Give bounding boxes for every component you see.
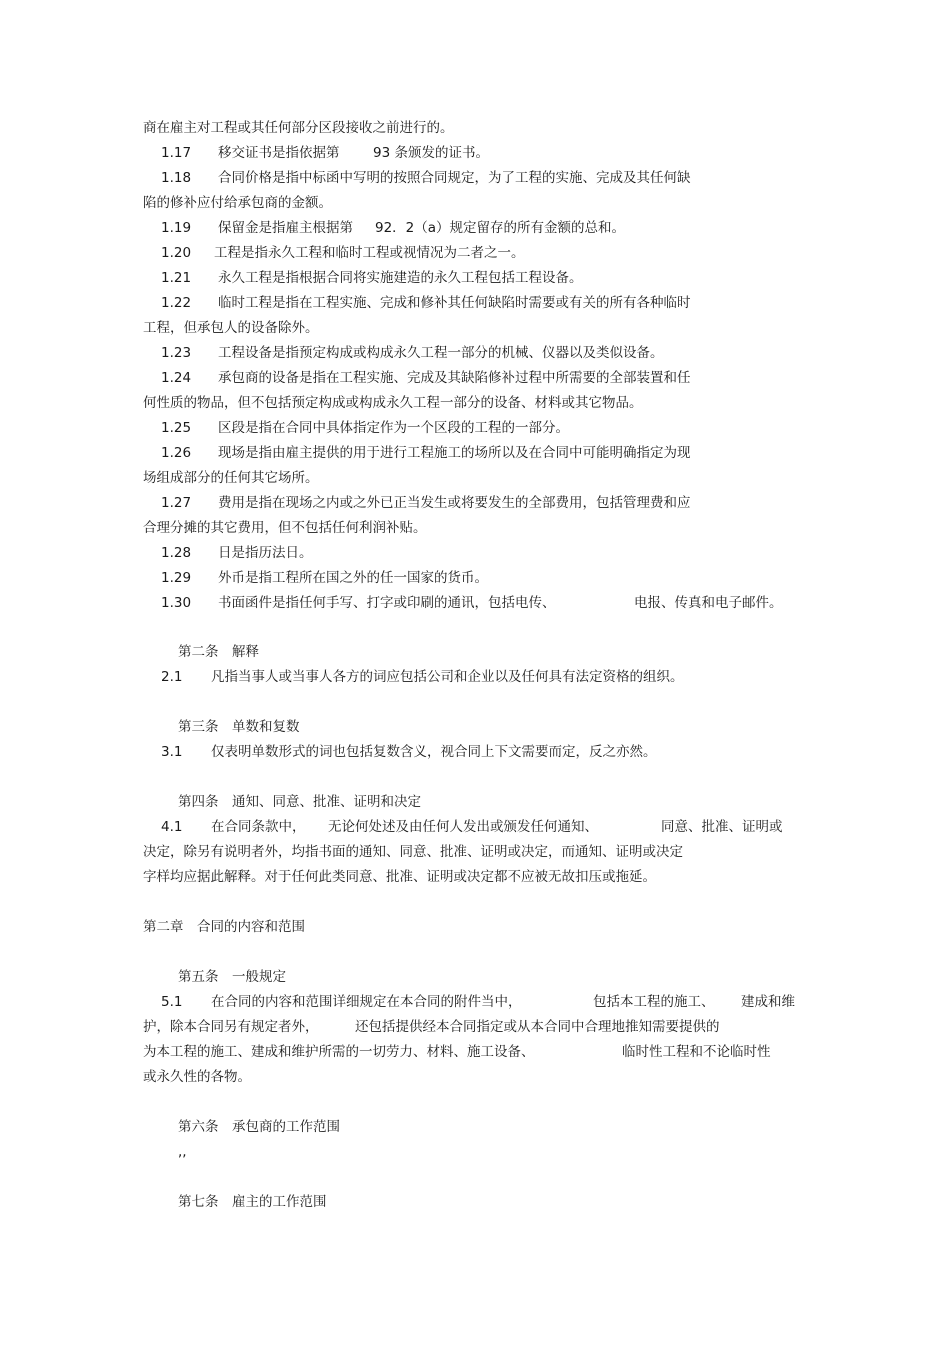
- body-text: 临时工程是指在工程实施、完成和修补其任何缺陷时需要或有关的所有各种临时: [218, 295, 691, 311]
- clause-number: 1.29: [161, 570, 192, 586]
- body-text: 何性质的物品，但不包括预定构成或构成永久工程一部分的设备、材料或其它物品。: [143, 395, 643, 411]
- body-text: 合理分摊的其它费用，但不包括任何利润补贴。: [143, 520, 427, 536]
- body-text: 费用是指在现场之内或之外已正当发生或将要发生的全部费用，包括管理费和应: [218, 495, 691, 511]
- body-text: 书面函件是指任何手写、打字或印刷的通讯，包括电传、: [218, 595, 556, 611]
- body-text: 临时性工程和不论临时性: [622, 1044, 771, 1060]
- body-text: 工程是指永久工程和临时工程或视情况为二者之一。: [214, 245, 525, 261]
- body-text: 承包商的设备是指在工程实施、完成及其缺陷修补过程中所需要的全部装置和任: [218, 370, 691, 386]
- body-text: 同意、批准、证明或: [661, 819, 783, 835]
- body-text: 护，除本合同另有规定者外，: [143, 1019, 319, 1035]
- body-text: 凡指当事人或当事人各方的词应包括公司和企业以及任何具有法定资格的组织。: [211, 669, 684, 685]
- body-text: 商在雇主对工程或其任何部分区段接收之前进行的。: [143, 120, 454, 136]
- body-text: 移交证书是指依据第: [218, 145, 340, 161]
- clause-number: 2.1: [161, 669, 183, 685]
- clause-number: 1.24: [161, 370, 192, 386]
- body-text: 永久工程是指根据合同将实施建造的永久工程包括工程设备。: [218, 270, 583, 286]
- article-heading: 第六条 承包商的工作范围: [178, 1119, 340, 1135]
- body-text: 或永久性的各物。: [143, 1069, 251, 1085]
- article-heading: 第三条 单数和复数: [178, 719, 300, 735]
- body-text: 在合同条款中，: [211, 819, 306, 835]
- body-text: 合同价格是指中标函中写明的按照合同规定，为了工程的实施、完成及其任何缺: [218, 170, 691, 186]
- body-text: 工程，但承包人的设备除外。: [143, 320, 319, 336]
- clause-number: 1.19: [161, 220, 192, 236]
- body-text: 现场是指由雇主提供的用于进行工程施工的场所以及在合同中可能明确指定为现: [218, 445, 691, 461]
- body-text: 为本工程的施工、建成和维护所需的一切劳力、材料、施工设备、: [143, 1044, 535, 1060]
- body-text: 区段是指在合同中具体指定作为一个区段的工程的一部分。: [218, 420, 569, 436]
- body-text: 场组成部分的任何其它场所。: [143, 470, 319, 486]
- article-heading: 第二条 解释: [178, 644, 259, 660]
- clause-number: 1.27: [161, 495, 192, 511]
- body-text: 外币是指工程所在国之外的任一国家的货币。: [218, 570, 488, 586]
- body-text: 还包括提供经本合同指定或从本合同中合理地推知需要提供的: [355, 1019, 720, 1035]
- body-text: 在合同的内容和范围详细规定在本合同的附件当中，: [211, 994, 522, 1010]
- clause-number: 1.26: [161, 445, 192, 461]
- chapter-heading: 第二章 合同的内容和范围: [143, 919, 305, 935]
- clause-number: 1.25: [161, 420, 192, 436]
- clause-number: 1.23: [161, 345, 192, 361]
- body-text: 建成和维: [741, 994, 795, 1010]
- body-text: 保留金是指雇主根据第: [218, 220, 353, 236]
- clause-number: 1.22: [161, 295, 192, 311]
- body-text: 92．2（a）规定留存的所有金额的总和。: [375, 220, 626, 236]
- clause-number: 1.30: [161, 595, 192, 611]
- body-text: 字样均应据此解释。对于任何此类同意、批准、证明或决定都不应被无故扣压或拖延。: [143, 869, 656, 885]
- article-heading: 第七条 雇主的工作范围: [178, 1194, 327, 1210]
- article-heading: 第五条 一般规定: [178, 969, 286, 985]
- clause-number: 1.21: [161, 270, 192, 286]
- article-heading: 第四条 通知、同意、批准、证明和决定: [178, 794, 421, 810]
- body-text: 无论何处述及由任何人发出或颁发任何通知、: [328, 819, 598, 835]
- ellipsis-mark: ,,: [178, 1144, 187, 1160]
- body-text: 电报、传真和电子邮件。: [634, 595, 783, 611]
- clause-number: 1.20: [161, 245, 192, 261]
- body-text: 日是指历法日。: [218, 545, 313, 561]
- body-text: 仅表明单数形式的词也包括复数含义，视合同上下文需要而定，反之亦然。: [211, 744, 657, 760]
- clause-number: 1.17: [161, 145, 192, 161]
- body-text: 决定，除另有说明者外，均指书面的通知、同意、批准、证明或决定，而通知、证明或决定: [143, 844, 683, 860]
- body-text: 包括本工程的施工、: [593, 994, 715, 1010]
- clause-number: 1.28: [161, 545, 192, 561]
- clause-number: 5.1: [161, 994, 183, 1010]
- body-text: 工程设备是指预定构成或构成永久工程一部分的机械、仪器以及类似设备。: [218, 345, 664, 361]
- body-text: 陷的修补应付给承包商的金额。: [143, 195, 332, 211]
- body-text: 93 条颁发的证书。: [373, 145, 489, 161]
- clause-number: 3.1: [161, 744, 183, 760]
- clause-number: 4.1: [161, 819, 183, 835]
- clause-number: 1.18: [161, 170, 192, 186]
